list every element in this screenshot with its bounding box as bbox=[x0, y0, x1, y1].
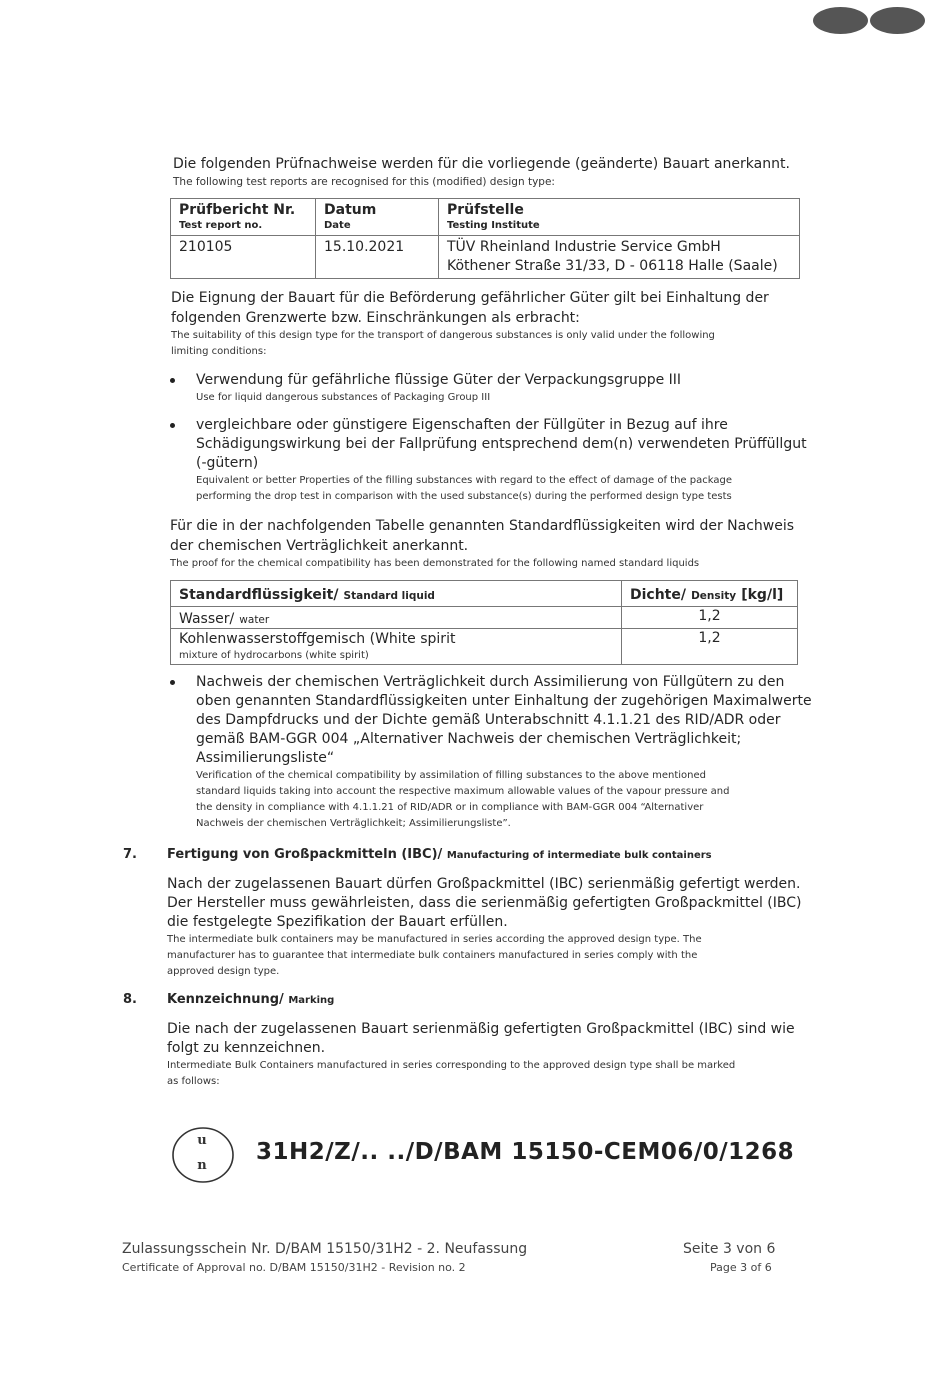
section-7-number: 7. bbox=[123, 847, 137, 862]
bullet-de-line: Schädigungswirkung bei der Fallprüfung entsprechend dem(n) verwendeten Prüffüllgut bbox=[196, 436, 807, 452]
section-7-title-en: Manufacturing of intermediate bulk containers bbox=[446, 850, 712, 861]
table-header-row bbox=[171, 199, 800, 236]
bullet-icon bbox=[170, 680, 175, 685]
test-report-table bbox=[170, 198, 800, 279]
bullet-en-line: standard liquids taking into account the respective maximum allowable values of the vapour pressure and bbox=[196, 786, 730, 797]
institute-cell bbox=[439, 236, 800, 279]
suitability-de-1: Die Eignung der Bauart für die Beförderung gefährlicher Güter gilt bei Einhaltung der bbox=[171, 290, 769, 306]
report-number: 210105 bbox=[179, 239, 233, 255]
header-en: Date bbox=[324, 220, 351, 231]
liquid-name-en: water bbox=[239, 614, 270, 626]
section-7-de-line: Der Hersteller muss gewährleisten, dass die serienmäßig gefertigten Großpackmittel (IBC) bbox=[167, 895, 802, 911]
footer-page-en: Page 3 of 6 bbox=[710, 1261, 772, 1274]
header-density-en: Density bbox=[691, 590, 737, 602]
institute-name: TÜV Rheinland Industrie Service GmbH bbox=[447, 239, 721, 255]
section-7-title bbox=[167, 847, 712, 862]
condition-bullet bbox=[170, 371, 681, 406]
un-symbol-top-letter: u bbox=[197, 1133, 207, 1148]
header-cell bbox=[622, 581, 798, 607]
header-de: Prüfbericht Nr. bbox=[179, 202, 296, 218]
suitability-de-2: folgenden Grenzwerte bzw. Einschränkungen als erbracht: bbox=[171, 310, 580, 326]
section-7-en-line: manufacturer has to guarantee that intermediate bulk containers manufactured in series comply with the bbox=[167, 950, 698, 961]
section-7-body bbox=[167, 875, 802, 980]
table-row bbox=[171, 607, 798, 629]
liquid-name-cell bbox=[171, 607, 622, 629]
footer-certificate-en: Certificate of Approval no. D/BAM 15150/31H2 - Revision no. 2 bbox=[122, 1261, 466, 1274]
report-number-cell bbox=[171, 236, 316, 279]
suitability-en-2: limiting conditions: bbox=[171, 346, 267, 357]
bullet-icon bbox=[170, 423, 175, 428]
header-ovals bbox=[813, 7, 927, 38]
bullet-en-line: Use for liquid dangerous substances of Packaging Group III bbox=[196, 392, 491, 403]
bullet-en-line: performing the drop test in comparison with the used substance(s) during the performed design type tests bbox=[196, 491, 732, 502]
bullet-en-line: Verification of the chemical compatibility by assimilation of filling substances to the above mentioned bbox=[196, 770, 707, 781]
chem-intro-de-1: Für die in der nachfolgenden Tabelle genannten Standardflüssigkeiten wird der Nachweis bbox=[170, 518, 795, 534]
bullet-en-line: Nachweis der chemischen Verträglichkeit; Assimilierungsliste”. bbox=[196, 818, 511, 829]
header-cell bbox=[171, 199, 316, 236]
section-8-title-en: Marking bbox=[288, 995, 335, 1006]
bullet-de-line: Assimilierungsliste“ bbox=[196, 750, 335, 766]
section-8-de-line: Die nach der zugelassenen Bauart serienmäßig gefertigten Großpackmittel (IBC) sind wie bbox=[167, 1021, 795, 1037]
table-row bbox=[171, 236, 800, 279]
footer-certificate-de: Zulassungsschein Nr. D/BAM 15150/31H2 - 2. Neufassung bbox=[122, 1241, 528, 1257]
density-cell: 1,2 bbox=[622, 629, 798, 665]
bullet-de-line: gemäß BAM-GGR 004 „Alternativer Nachweis der chemischen Verträglichkeit; bbox=[196, 731, 742, 747]
section-8-de-line: folgt zu kennzeichnen. bbox=[167, 1040, 326, 1056]
institute-address: Köthener Straße 31/33, D - 06118 Halle (Saale) bbox=[447, 258, 778, 274]
header-en: Testing Institute bbox=[447, 220, 540, 231]
oval-mark bbox=[870, 7, 925, 34]
chem-intro-en: The proof for the chemical compatibility has been demonstrated for the following named standard liquids bbox=[170, 558, 700, 569]
table-header-row bbox=[171, 581, 798, 607]
oval-mark bbox=[813, 7, 868, 34]
bullet-de-line: (-gütern) bbox=[196, 455, 259, 471]
section-7-de-line: die festgelegte Spezifikation der Bauart erfüllen. bbox=[167, 914, 508, 930]
chem-intro-de-2: der chemischen Verträglichkeit anerkannt. bbox=[170, 538, 469, 554]
table-row bbox=[171, 629, 798, 665]
marking-code: 31H2/Z/.. ../D/BAM 15150-CEM06/0/1268 bbox=[256, 1139, 795, 1165]
header-de: Prüfstelle bbox=[447, 202, 524, 218]
section-7-en-line: approved design type. bbox=[167, 966, 280, 977]
condition-bullet bbox=[170, 673, 812, 832]
header-de: Datum bbox=[324, 202, 377, 218]
section-8-title bbox=[167, 992, 334, 1007]
bullet-de-line: des Dampfdrucks und der Dichte gemäß Unterabschnitt 4.1.1.21 des RID/ADR oder bbox=[196, 712, 781, 728]
header-cell bbox=[316, 199, 439, 236]
bullet-de-line: Verwendung für gefährliche flüssige Güter der Verpackungsgruppe III bbox=[196, 372, 682, 388]
header-en: Test report no. bbox=[179, 220, 263, 231]
liquid-name-en: mixture of hydrocarbons (white spirit) bbox=[179, 650, 369, 661]
section-7-de-line: Nach der zugelassenen Bauart dürfen Großpackmittel (IBC) serienmäßig gefertigt werden. bbox=[167, 876, 801, 892]
density-cell: 1,2 bbox=[622, 607, 798, 629]
section-8-body bbox=[167, 1020, 795, 1090]
report-date: 15.10.2021 bbox=[324, 239, 405, 255]
header-cell bbox=[439, 199, 800, 236]
bullet-de-line: oben genannten Standardflüssigkeiten unter Einhaltung der zugehörigen Maximalwerte bbox=[196, 693, 812, 709]
un-packaging-symbol-icon bbox=[171, 1126, 237, 1184]
section-8-title-de: Kennzeichnung/ bbox=[167, 992, 284, 1007]
bullet-de-line: Nachweis der chemischen Verträglichkeit durch Assimilierung von Füllgütern zu den bbox=[196, 674, 785, 690]
bullet-en-line: Equivalent or better Properties of the filling substances with regard to the effect of damage of the package bbox=[196, 475, 732, 486]
suitability-en-1: The suitability of this design type for the transport of dangerous substances is only valid under the following bbox=[171, 330, 715, 341]
condition-bullet bbox=[170, 416, 807, 505]
tests-intro-de: Die folgenden Prüfnachweise werden für die vorliegende (geänderte) Bauart anerkannt. bbox=[173, 156, 790, 172]
date-cell bbox=[316, 236, 439, 279]
header-cell bbox=[171, 581, 622, 607]
bullet-de-line: vergleichbare oder günstigere Eigenschaften der Füllgüter in Bezug auf ihre bbox=[196, 417, 728, 433]
header-liquid-de: Standardflüssigkeit/ bbox=[179, 587, 339, 603]
footer-page-de: Seite 3 von 6 bbox=[683, 1241, 776, 1257]
standard-liquid-table bbox=[170, 580, 798, 665]
header-density-de: Dichte/ bbox=[630, 587, 686, 603]
bullet-en-line: the density in compliance with 4.1.1.21 of RID/ADR or in compliance with BAM-GGR 004 “Alternativer bbox=[196, 802, 704, 813]
header-density-unit: [kg/l] bbox=[741, 587, 784, 603]
bullet-icon bbox=[170, 378, 175, 383]
section-8-en-line: as follows: bbox=[167, 1076, 220, 1087]
un-symbol-bottom-letter: n bbox=[197, 1158, 207, 1173]
liquid-name-de: Kohlenwasserstoffgemisch (White spirit bbox=[179, 631, 456, 647]
liquid-name-cell bbox=[171, 629, 622, 665]
header-liquid-en: Standard liquid bbox=[343, 590, 435, 602]
section-8-en-line: Intermediate Bulk Containers manufactured in series corresponding to the approved design type shall be marked bbox=[167, 1060, 736, 1071]
section-7-title-de: Fertigung von Großpackmitteln (IBC)/ bbox=[167, 847, 443, 862]
section-7-en-line: The intermediate bulk containers may be manufactured in series according the approved design type. The bbox=[167, 934, 702, 945]
liquid-name-de: Wasser/ bbox=[179, 611, 235, 627]
tests-intro-en: The following test reports are recognised for this (modified) design type: bbox=[173, 176, 555, 188]
section-8-number: 8. bbox=[123, 992, 137, 1007]
